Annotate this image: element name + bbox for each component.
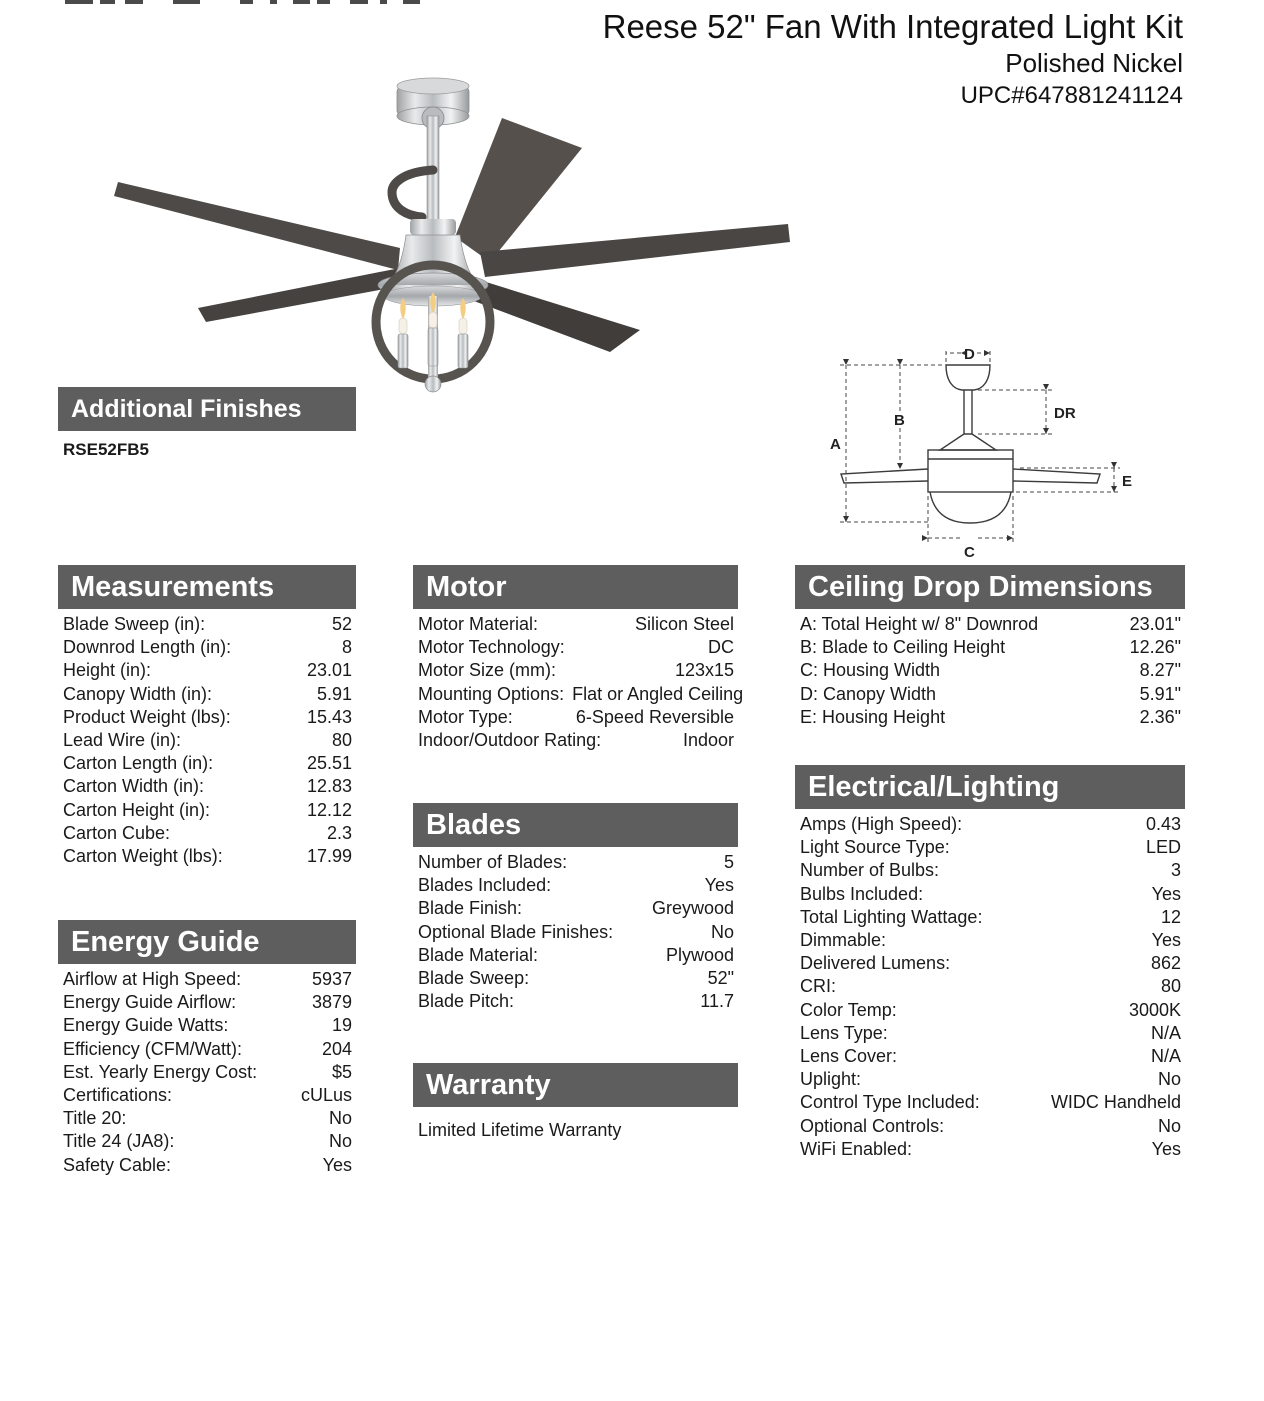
spec-value: No: [710, 921, 734, 942]
spec-row: [418, 851, 734, 874]
ceiling-drop-rows: [795, 613, 1185, 729]
spec-row: [418, 944, 734, 967]
spec-label: Blade Material:: [418, 944, 539, 965]
spec-label: Carton Weight (lbs):: [63, 846, 223, 867]
blades-header: Blades: [413, 803, 738, 847]
energy-guide-rows: [58, 968, 356, 1177]
spec-row: [800, 1068, 1181, 1091]
spec-row: [418, 874, 734, 897]
spec-label: Carton Height (in):: [63, 799, 211, 820]
spec-row: [418, 636, 734, 659]
dim-label-d: D: [964, 346, 975, 363]
spec-value: 8: [341, 637, 352, 658]
electrical-rows: [795, 813, 1185, 1161]
electrical-header: Electrical/Lighting: [795, 765, 1185, 809]
section-electrical: [795, 765, 1185, 1161]
spec-value: No: [1157, 1115, 1181, 1136]
spec-row: [63, 799, 352, 822]
spec-label: Title 24 (JA8):: [63, 1131, 175, 1152]
section-ceiling-drop: [795, 565, 1185, 729]
spec-value: 52: [331, 614, 352, 634]
warranty-text: Limited Lifetime Warranty: [418, 1120, 622, 1140]
spec-label: Certifications:: [63, 1085, 173, 1106]
spec-label: Motor Size (mm):: [418, 660, 557, 681]
spec-row: [800, 683, 1181, 706]
spec-row: [418, 897, 734, 920]
diagram-labels: [830, 346, 1132, 561]
warranty-header: Warranty: [413, 1063, 738, 1107]
spec-row: [63, 1038, 352, 1061]
spec-value: 204: [321, 1038, 352, 1059]
spec-label: Est. Yearly Energy Cost:: [63, 1061, 258, 1082]
spec-value: cULus: [300, 1085, 352, 1106]
product-title: Reese 52" Fan With Integrated Light Kit: [602, 8, 1183, 45]
ceiling-drop-header: Ceiling Drop Dimensions: [795, 565, 1185, 609]
spec-value: LED: [1145, 837, 1181, 858]
spec-value: 12.83: [306, 776, 352, 797]
spec-row: [63, 683, 352, 706]
spec-value: 5.91: [316, 683, 352, 704]
additional-finishes-header: Additional Finishes: [58, 387, 356, 431]
spec-value: No: [1157, 1069, 1181, 1090]
spec-label: Indoor/Outdoor Rating:: [418, 730, 602, 751]
spec-row: [800, 883, 1181, 906]
dim-label-b: B: [894, 412, 905, 429]
spec-label: Lens Cover:: [800, 1046, 898, 1067]
spec-label: Height (in):: [63, 660, 152, 681]
spec-row: [63, 1014, 352, 1037]
spec-row: [800, 813, 1181, 836]
spec-label: Color Temp:: [800, 999, 897, 1020]
spec-row: [800, 1115, 1181, 1138]
spec-value: Yes: [1151, 1138, 1181, 1159]
spec-value: Indoor: [682, 730, 734, 751]
spec-row: [63, 1084, 352, 1107]
spec-value: 11.7: [700, 991, 734, 1012]
spec-value: N/A: [1150, 1046, 1181, 1067]
motor-header: Motor: [413, 565, 738, 609]
spec-value: 19: [331, 1015, 352, 1036]
spec-row: [63, 1061, 352, 1084]
spec-row: [63, 729, 352, 752]
spec-row: [800, 1091, 1181, 1114]
spec-label: Energy Guide Watts:: [63, 1015, 229, 1036]
spec-value: 2.36": [1139, 706, 1181, 727]
spec-value: 6-Speed Reversible: [575, 706, 734, 727]
spec-label: Airflow at High Speed:: [63, 969, 242, 989]
fan-product-image: [70, 52, 810, 412]
diagram-dimension-lines: [840, 348, 1120, 544]
spec-row: [63, 659, 352, 682]
spec-label: D: Canopy Width: [800, 683, 937, 704]
spec-row: [418, 659, 734, 682]
spec-value: 123x15: [674, 660, 734, 681]
spec-row: [418, 683, 744, 706]
section-warranty: [413, 1063, 738, 1141]
section-blades: [413, 803, 738, 1013]
ceiling-drop-diagram: [828, 332, 1140, 564]
spec-row: [418, 613, 734, 636]
spec-row: [63, 636, 352, 659]
spec-label: Carton Cube:: [63, 822, 171, 843]
spec-label: Blade Finish:: [418, 898, 523, 919]
spec-value: 0.43: [1145, 814, 1181, 834]
spec-row: [800, 836, 1181, 859]
spec-label: Dimmable:: [800, 930, 887, 951]
spec-row: [63, 1107, 352, 1130]
spec-value: 3: [1170, 860, 1181, 881]
spec-value: Yes: [1151, 930, 1181, 951]
spec-row: [800, 659, 1181, 682]
spec-row: [63, 1130, 352, 1153]
spec-label: Blade Pitch:: [418, 991, 515, 1012]
spec-label: Control Type Included:: [800, 1092, 980, 1113]
spec-label: Downrod Length (in):: [63, 637, 232, 658]
spec-value: 80: [331, 730, 352, 751]
spec-value: 12: [1160, 906, 1181, 927]
spec-row: [800, 1045, 1181, 1068]
spec-label: C: Housing Width: [800, 660, 941, 681]
diagram-fan-outline: [841, 365, 1100, 523]
measurements-rows: [58, 613, 356, 868]
spec-label: Lead Wire (in):: [63, 730, 182, 751]
blades-rows: [413, 851, 738, 1013]
spec-value: 862: [1150, 953, 1181, 974]
spec-row: [63, 1154, 352, 1177]
spec-label: Efficiency (CFM/Watt):: [63, 1038, 243, 1059]
spec-value: 5937: [311, 969, 352, 989]
spec-label: Bulbs Included:: [800, 883, 924, 904]
spec-label: WiFi Enabled:: [800, 1138, 913, 1159]
spec-label: Safety Cable:: [63, 1154, 172, 1175]
section-measurements: [58, 565, 356, 868]
motor-rows: [413, 613, 744, 752]
spec-value: 80: [1160, 976, 1181, 997]
spec-row: [800, 859, 1181, 882]
spec-label: Carton Length (in):: [63, 753, 214, 774]
spec-value: 25.51: [306, 753, 352, 774]
spec-label: Canopy Width (in):: [63, 683, 213, 704]
spec-label: Blades Included:: [418, 875, 552, 896]
spec-label: A: Total Height w/ 8" Downrod: [800, 614, 1039, 634]
spec-value: Yes: [704, 875, 734, 896]
spec-value: 12.12: [306, 799, 352, 820]
spec-row: [800, 1022, 1181, 1045]
spec-row: [800, 636, 1181, 659]
spec-value: 52": [707, 968, 734, 989]
spec-value: Greywood: [651, 898, 734, 919]
spec-row: [63, 613, 352, 636]
spec-label: Total Lighting Wattage:: [800, 906, 983, 927]
spec-row: [63, 822, 352, 845]
section-motor: [413, 565, 744, 752]
spec-label: Title 20:: [63, 1108, 127, 1129]
spec-row: [63, 968, 352, 991]
spec-label: Blade Sweep (in):: [63, 614, 206, 634]
spec-label: B: Blade to Ceiling Height: [800, 637, 1006, 658]
spec-label: Product Weight (lbs):: [63, 706, 231, 727]
spec-value: WIDC Handheld: [1050, 1092, 1181, 1113]
product-finish: Polished Nickel: [1005, 48, 1183, 78]
spec-label: E: Housing Height: [800, 706, 946, 727]
spec-row: [418, 967, 734, 990]
spec-label: Motor Technology:: [418, 637, 565, 658]
spec-value: 5: [723, 852, 734, 872]
spec-row: [63, 706, 352, 729]
spec-label: Motor Type:: [418, 706, 513, 727]
dim-label-c: C: [964, 544, 975, 561]
spec-value: 3000K: [1128, 999, 1181, 1020]
spec-value: Flat or Angled Ceiling: [572, 683, 744, 704]
spec-value: 12.26": [1129, 637, 1181, 658]
spec-value: Yes: [322, 1154, 352, 1175]
spec-row: [800, 706, 1181, 729]
section-energy-guide: [58, 920, 356, 1177]
spec-value: DC: [708, 637, 734, 658]
spec-value: 23.01: [306, 660, 352, 681]
spec-label: Optional Blade Finishes:: [418, 921, 614, 942]
spec-row: [63, 991, 352, 1014]
spec-label: Delivered Lumens:: [800, 953, 951, 974]
spec-value: 17.99: [306, 846, 352, 867]
spec-row: [800, 906, 1181, 929]
spec-value: $5: [331, 1061, 352, 1082]
spec-value: 23.01": [1129, 614, 1181, 634]
product-upc: UPC#647881241124: [960, 82, 1183, 109]
model-number: RSE52FB5: [63, 440, 149, 459]
spec-value: Silicon Steel: [634, 614, 734, 634]
dim-label-a: A: [830, 436, 841, 453]
dim-label-dr: DR: [1054, 405, 1076, 422]
spec-row: [63, 845, 352, 868]
spec-value: 5.91": [1139, 683, 1181, 704]
spec-label: Optional Controls:: [800, 1115, 945, 1136]
spec-value: 15.43: [306, 706, 352, 727]
spec-label: Uplight:: [800, 1069, 862, 1090]
spec-row: [800, 613, 1181, 636]
spec-row: [418, 706, 734, 729]
spec-label: Amps (High Speed):: [800, 814, 963, 834]
spec-row: [63, 775, 352, 798]
spec-value: 2.3: [326, 822, 352, 843]
spec-label: Carton Width (in):: [63, 776, 205, 797]
spec-value: No: [328, 1108, 352, 1129]
spec-label: Number of Blades:: [418, 852, 568, 872]
spec-row: [800, 929, 1181, 952]
spec-row: [418, 921, 734, 944]
spec-row: [800, 999, 1181, 1022]
spec-value: 8.27": [1139, 660, 1181, 681]
spec-label: Motor Material:: [418, 614, 539, 634]
spec-value: Plywood: [665, 944, 734, 965]
spec-label: Energy Guide Airflow:: [63, 992, 237, 1013]
light-kit-finial: [425, 376, 441, 392]
spec-value: 3879: [311, 992, 352, 1013]
energy-guide-header: Energy Guide: [58, 920, 356, 964]
spec-row: [800, 1138, 1181, 1161]
measurements-header: Measurements: [58, 565, 356, 609]
spec-label: Number of Bulbs:: [800, 860, 940, 881]
spec-value: No: [328, 1131, 352, 1152]
spec-row: [418, 729, 734, 752]
spec-label: CRI:: [800, 976, 836, 997]
spec-value: N/A: [1150, 1022, 1181, 1043]
spec-label: Light Source Type:: [800, 837, 950, 858]
dim-label-e: E: [1122, 473, 1133, 490]
spec-label: Lens Type:: [800, 1022, 888, 1043]
spec-label: Mounting Options:: [418, 683, 565, 704]
spec-row: [63, 752, 352, 775]
section-additional-finishes: [58, 387, 356, 460]
spec-label: Blade Sweep:: [418, 968, 530, 989]
spec-row: [800, 975, 1181, 998]
spec-value: Yes: [1151, 883, 1181, 904]
spec-row: [418, 990, 734, 1013]
spec-row: [800, 952, 1181, 975]
